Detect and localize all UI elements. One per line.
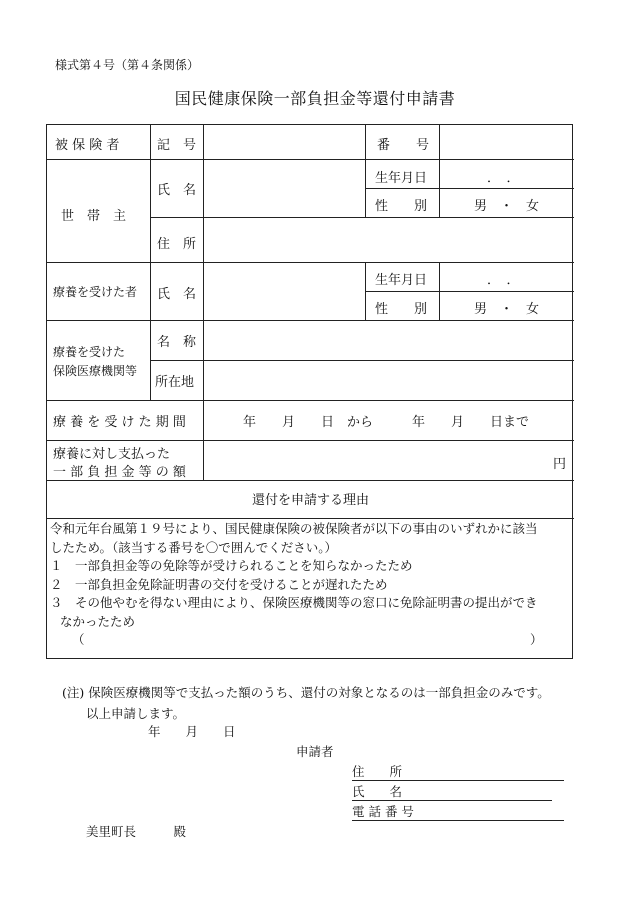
rule	[150, 125, 151, 320]
head-address-field[interactable]	[208, 233, 568, 251]
reason-item-2[interactable]: ２ 一部負担金免除証明書の交付を受けることが遅れたため	[50, 576, 388, 592]
insured-label: 被 保 険 者	[55, 138, 120, 153]
head-address-label: 住 所	[157, 237, 197, 252]
head-name-field[interactable]	[208, 179, 360, 197]
rule	[203, 125, 204, 320]
recipient-dob-label: 生年月日	[375, 273, 428, 288]
recipient-name-label: 氏 名	[157, 287, 197, 302]
number-field[interactable]	[445, 134, 569, 152]
symbol-label: 記 号	[157, 138, 197, 153]
institution-name-field[interactable]	[208, 331, 568, 349]
rule	[365, 159, 366, 217]
rule	[439, 262, 440, 320]
rule	[150, 159, 574, 160]
reason-intro-line1: 令和元年台風第１９号により、国民健康保険の被保険者が以下の事由のいずれかに該当	[50, 521, 538, 536]
rule	[365, 188, 574, 189]
rule	[150, 360, 574, 361]
number-label: 番 号	[377, 138, 430, 153]
form-number: 様式第４号（第４条関係）	[55, 58, 200, 72]
application-statement: 以上申請します。	[86, 706, 186, 721]
other-reason-field[interactable]	[50, 631, 572, 649]
period-label: 療 養 を 受 け た 期 間	[53, 415, 186, 430]
symbol-field[interactable]	[208, 134, 360, 152]
applicant-name-line[interactable]	[352, 782, 552, 801]
rule	[150, 320, 151, 400]
reason-item-1[interactable]: １ 一部負担金等の免除等が受けられることを知らなかったため	[50, 558, 413, 573]
rule	[365, 291, 574, 292]
rule	[47, 518, 574, 519]
household-head-label: 世 帯 主	[61, 209, 127, 224]
reason-intro-line2: したため。（該当する番号を〇で囲んでください。）	[50, 539, 338, 555]
rule	[365, 125, 366, 159]
addressee: 美里町長 殿	[86, 824, 187, 839]
head-dob-field[interactable]: ． ．	[487, 171, 520, 186]
applicant-address-label: 住 所	[352, 764, 403, 779]
head-sex-label: 性 別	[375, 199, 428, 214]
reason-item-3-cont: なかったため	[60, 613, 136, 629]
paren-open: （	[72, 632, 85, 647]
rule	[47, 480, 574, 481]
applicant-address-line[interactable]	[352, 762, 564, 781]
institution-label-line2: 保険医療機関等	[53, 364, 138, 378]
footnote: (注) 保険医療機関等で支払った額のうち、還付の対象となるのは一部負担金のみです。	[62, 685, 550, 700]
rule	[203, 400, 204, 480]
head-name-label: 氏 名	[157, 183, 197, 198]
reason-item-3[interactable]: ３ その他やむを得ない理由により、保険医療機関等の窓口に免除証明書の提出ができ	[50, 595, 538, 610]
rule	[47, 440, 574, 441]
rule	[47, 320, 574, 321]
applicant-phone-label: 電 話 番 号	[352, 804, 414, 819]
rule	[203, 320, 204, 400]
reason-section	[50, 520, 572, 649]
institution-location-label: 所在地	[155, 375, 195, 390]
recipient-dob-field[interactable]: ． ．	[487, 273, 520, 288]
application-date[interactable]: 年 月 日	[148, 724, 236, 739]
recipient-sex-field[interactable]: 男 ・ 女	[474, 302, 540, 317]
rule	[439, 125, 440, 159]
head-dob-label: 生年月日	[375, 171, 428, 186]
recipient-label: 療養を受けた者	[53, 285, 138, 299]
head-sex-field[interactable]: 男 ・ 女	[474, 199, 540, 214]
rule	[47, 400, 574, 401]
applicant-name-label: 氏 名	[352, 784, 403, 799]
applicant-phone-line[interactable]	[352, 802, 564, 821]
recipient-name-field[interactable]	[208, 283, 360, 301]
rule	[150, 217, 574, 218]
recipient-sex-label: 性 別	[375, 302, 428, 317]
payment-label-line2: 一 部 負 担 金 等 の 額	[53, 465, 186, 480]
institution-name-label: 名 称	[157, 335, 197, 350]
rule	[439, 159, 440, 217]
reason-heading: 還付を申請する理由	[251, 493, 369, 508]
yen-unit: 円	[553, 457, 567, 472]
payment-amount-field[interactable]	[208, 453, 548, 471]
applicant-label: 申請者	[296, 744, 334, 759]
payment-label-line1: 療養に対し支払った	[53, 447, 171, 462]
rule	[47, 159, 151, 160]
rule	[47, 262, 574, 263]
institution-label-line1: 療養を受けた	[53, 345, 126, 359]
institution-location-field[interactable]	[208, 371, 568, 389]
form-title: 国民健康保険一部負担金等還付申請書	[174, 89, 456, 108]
rule	[365, 262, 366, 320]
paren-close: ）	[530, 632, 543, 647]
period-field[interactable]: 年 月 日 から 年 月 日まで	[243, 415, 530, 430]
